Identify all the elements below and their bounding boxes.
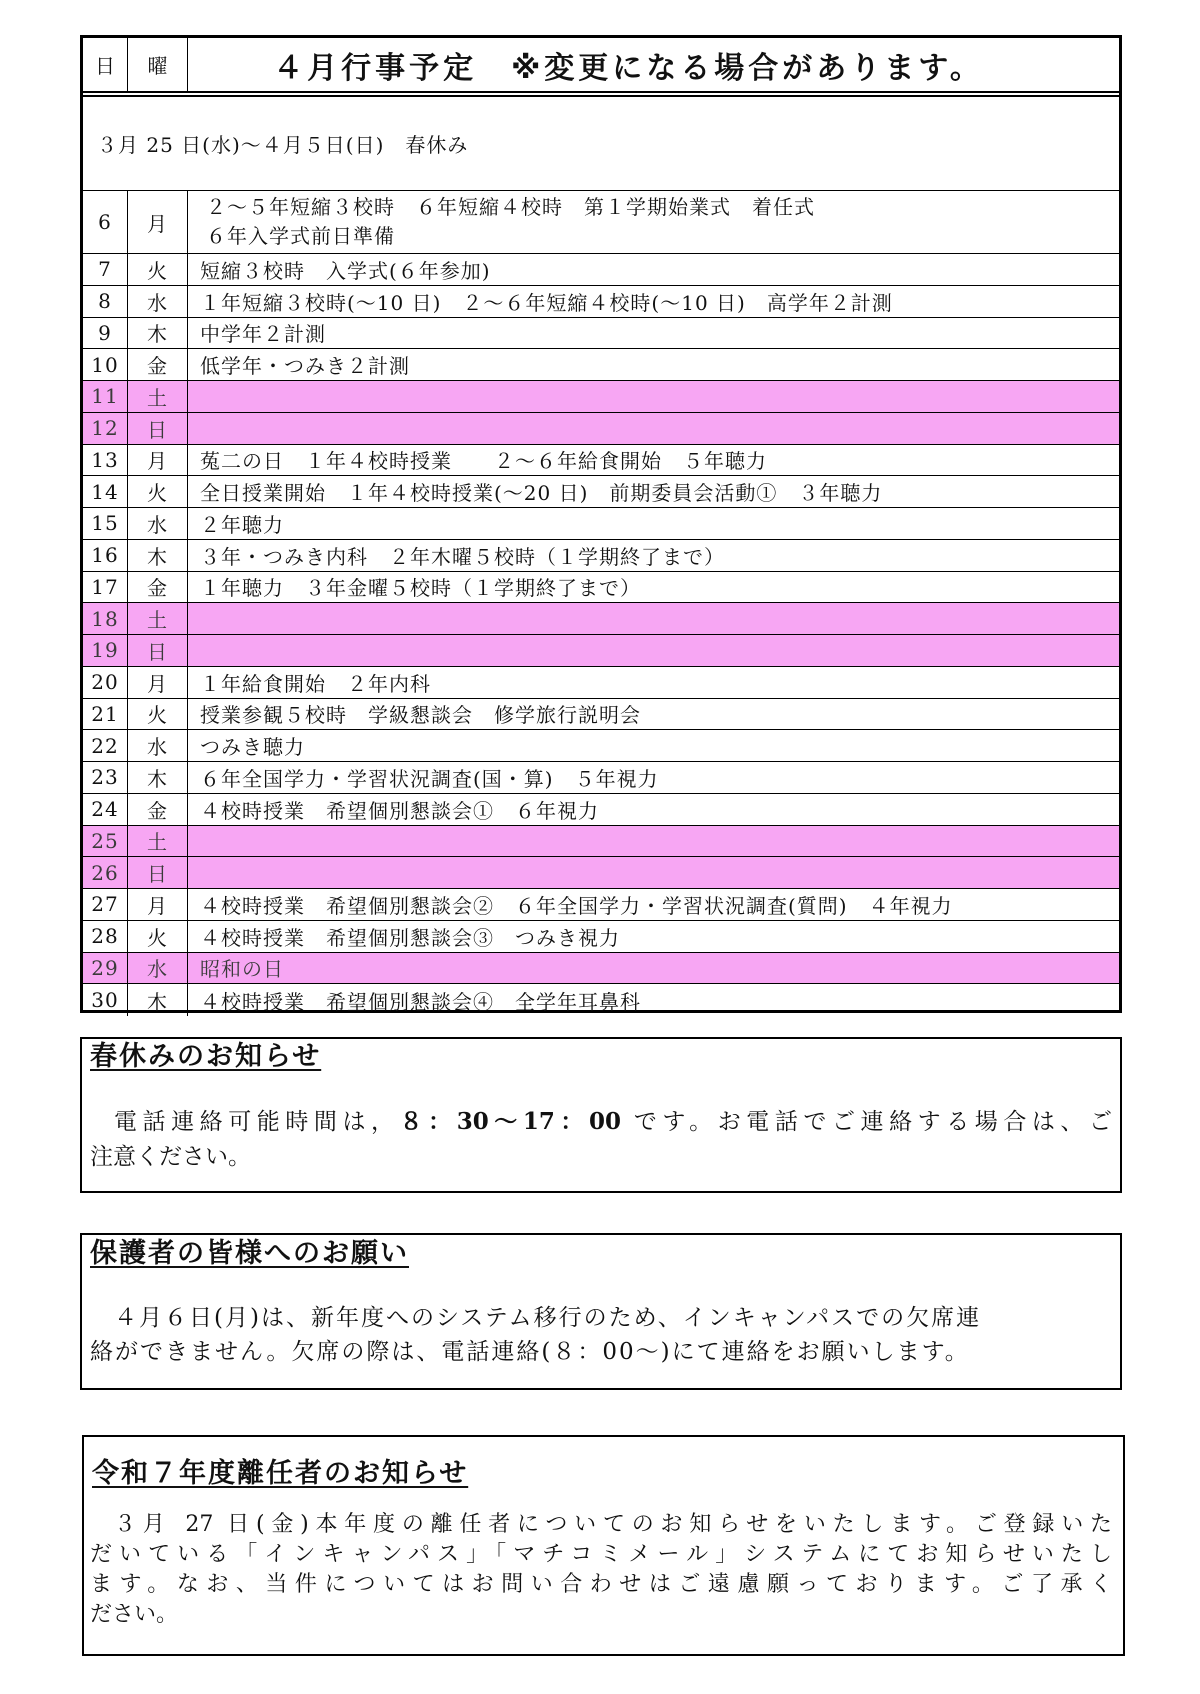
- notice-line: ３月 27 日(金)本年度の離任者についてのお知らせをいたします。ご登録いた: [114, 1512, 1112, 1537]
- phone-hours: ８：30～17：00: [399, 1108, 621, 1135]
- event-cell: ４校時授業 希望個別懇談会④ 全学年耳鼻科: [200, 989, 641, 1014]
- holiday-row: [83, 826, 1119, 858]
- day-cell: 9: [83, 318, 128, 349]
- weekday-cell: 金: [128, 572, 188, 603]
- spring-break-notice: [80, 1037, 1122, 1193]
- day-cell: 24: [83, 794, 128, 825]
- weekday-cell: 火: [128, 476, 188, 507]
- day-cell: 10: [83, 349, 128, 380]
- notice-text: 電話連絡可能時間は，: [114, 1109, 400, 1135]
- weekday-cell: 月: [128, 191, 188, 253]
- event-cell: [188, 191, 1119, 253]
- day-cell: 27: [83, 889, 128, 920]
- day-cell: 22: [83, 730, 128, 761]
- day-cell: 6: [83, 191, 128, 253]
- day-cell: 26: [83, 857, 128, 888]
- event-cell: [188, 603, 1119, 634]
- event-cell: ４校時授業 希望個別懇談会③ つみき視力: [200, 925, 620, 950]
- day-cell: 25: [83, 826, 128, 857]
- day-cell: 29: [83, 953, 128, 984]
- event-cell: つみき聴力: [200, 735, 305, 760]
- notice-title: 春休みのお知らせ: [90, 1041, 322, 1072]
- day-cell: 13: [83, 445, 128, 476]
- weekday-cell: 水: [128, 508, 188, 539]
- event-cell: １年給食開始 ２年内科: [200, 671, 431, 696]
- table-row: [83, 508, 1119, 540]
- event-cell: ４校時授業 希望個別懇談会② ６年全国学力・学習状況調査(質問) ４年視力: [200, 893, 953, 918]
- event-cell: [188, 826, 1119, 857]
- weekday-cell: 火: [128, 921, 188, 952]
- table-row: [83, 318, 1119, 350]
- day-cell: 7: [83, 254, 128, 285]
- event-cell: ６年全国学力・学習状況調査(国・算) ５年視力: [200, 766, 659, 791]
- notice-body: [90, 1301, 1112, 1369]
- holiday-row: [83, 635, 1119, 667]
- holiday-row: [83, 857, 1119, 889]
- table-row: [83, 794, 1119, 826]
- notice-line: ４月６日(月)は、新年度へのシステム移行のため、インキャンパスでの欠席連: [114, 1305, 982, 1331]
- day-cell: 19: [83, 635, 128, 666]
- weekday-cell: 月: [128, 667, 188, 698]
- header-day: 日: [83, 38, 128, 91]
- table-header: [83, 38, 1119, 97]
- event-cell: 低学年・つみき２計測: [200, 354, 410, 379]
- table-row: [83, 572, 1119, 604]
- weekday-cell: 土: [128, 381, 188, 412]
- event-cell: ３年・つみき内科 ２年木曜５校時（１学期終了まで）: [200, 544, 725, 569]
- table-row: [83, 476, 1119, 508]
- notice-body: [90, 1510, 1112, 1630]
- weekday-cell: 火: [128, 699, 188, 730]
- event-cell: [188, 857, 1119, 888]
- weekday-cell: 土: [128, 603, 188, 634]
- table-row: [83, 191, 1119, 254]
- holiday-row: [83, 413, 1119, 445]
- notice-line: ださい。: [90, 1602, 179, 1627]
- weekday-cell: 日: [128, 635, 188, 666]
- weekday-cell: 木: [128, 540, 188, 571]
- weekday-cell: 水: [128, 286, 188, 317]
- event-cell: 中学年２計測: [200, 322, 326, 347]
- weekday-cell: 木: [128, 984, 188, 1016]
- weekday-cell: 月: [128, 889, 188, 920]
- weekday-cell: 木: [128, 318, 188, 349]
- holiday-row: [83, 953, 1119, 985]
- day-cell: 20: [83, 667, 128, 698]
- event-cell: [188, 413, 1119, 444]
- notice-title: 令和７年度離任者のお知らせ: [92, 1458, 469, 1489]
- day-cell: 11: [83, 381, 128, 412]
- table-row: [83, 921, 1119, 953]
- table-row: [83, 286, 1119, 318]
- day-cell: 28: [83, 921, 128, 952]
- table-row: [83, 699, 1119, 731]
- weekday-cell: 日: [128, 413, 188, 444]
- day-cell: 23: [83, 762, 128, 793]
- event-line: ６年入学式前日準備: [206, 224, 395, 248]
- day-cell: 17: [83, 572, 128, 603]
- event-cell: 全日授業開始 １年４校時授業(～20 日) 前期委員会活動① ３年聴力: [200, 481, 883, 506]
- weekday-cell: 火: [128, 254, 188, 285]
- event-cell: 菟二の日 １年４校時授業 ２～６年給食開始 ５年聴力: [200, 449, 767, 474]
- day-cell: 12: [83, 413, 128, 444]
- holiday-row: [83, 603, 1119, 635]
- notice-text: です。お電話でご連絡する場合は、ご: [621, 1109, 1112, 1135]
- event-cell: １年聴力 ３年金曜５校時（１学期終了まで）: [200, 576, 641, 601]
- table-row: [83, 984, 1119, 1016]
- spring-break-row: ３月 25 日(水)～４月５日(日) 春休み: [83, 97, 1119, 191]
- notice-body: [90, 1104, 1112, 1175]
- event-cell: ４校時授業 希望個別懇談会① ６年視力: [200, 798, 599, 823]
- header-weekday: 曜: [128, 38, 188, 91]
- day-cell: 21: [83, 699, 128, 730]
- table-row: [83, 889, 1119, 921]
- schedule-title: ４月行事予定 ※変更になる場合があります。: [273, 50, 984, 86]
- day-cell: 30: [83, 984, 128, 1016]
- event-cell: １年短縮３校時(～10 日) ２～６年短縮４校時(～10 日) 高学年２計測: [200, 290, 893, 315]
- april-schedule-table: [80, 35, 1122, 1013]
- event-cell: 昭和の日: [188, 953, 1119, 984]
- day-cell: 14: [83, 476, 128, 507]
- weekday-cell: 木: [128, 762, 188, 793]
- parents-request-notice: [80, 1233, 1122, 1390]
- holiday-row: [83, 381, 1119, 413]
- table-row: [83, 667, 1119, 699]
- notice-line: ます。なお、当件についてはお問い合わせはご遠慮願っております。ご了承く: [90, 1572, 1112, 1597]
- event-cell: 授業参観５校時 学級懇談会 修学旅行説明会: [200, 703, 641, 728]
- notice-line: [90, 1104, 1112, 1140]
- event-cell: [188, 381, 1119, 412]
- table-row: [83, 540, 1119, 572]
- day-cell: 15: [83, 508, 128, 539]
- table-row: [83, 762, 1119, 794]
- notice-title: 保護者の皆様へのお願い: [90, 1238, 409, 1269]
- event-cell: [188, 635, 1119, 666]
- day-cell: 8: [83, 286, 128, 317]
- event-line: ２～５年短縮３校時 ６年短縮４校時 第１学期始業式 着任式: [206, 195, 815, 219]
- day-cell: 16: [83, 540, 128, 571]
- day-cell: 18: [83, 603, 128, 634]
- weekday-cell: 金: [128, 349, 188, 380]
- notice-line: 注意ください。: [90, 1144, 251, 1170]
- weekday-cell: 月: [128, 445, 188, 476]
- event-cell: 短縮３校時 入学式(６年参加): [200, 258, 491, 283]
- weekday-cell: 金: [128, 794, 188, 825]
- table-row: [83, 730, 1119, 762]
- notice-line: 絡ができません。欠席の際は、電話連絡(８：00～)にて連絡をお願いします。: [90, 1339, 970, 1365]
- staff-departure-notice: [82, 1435, 1125, 1656]
- table-row: [83, 349, 1119, 381]
- notice-line: だいている「インキャンパス」「マチコミメール」システムにてお知らせいたし: [90, 1542, 1112, 1567]
- event-cell: ２年聴力: [200, 512, 284, 537]
- weekday-cell: 水: [128, 953, 188, 984]
- weekday-cell: 水: [128, 730, 188, 761]
- weekday-cell: 土: [128, 826, 188, 857]
- table-row: [83, 445, 1119, 477]
- weekday-cell: 日: [128, 857, 188, 888]
- table-row: [83, 254, 1119, 286]
